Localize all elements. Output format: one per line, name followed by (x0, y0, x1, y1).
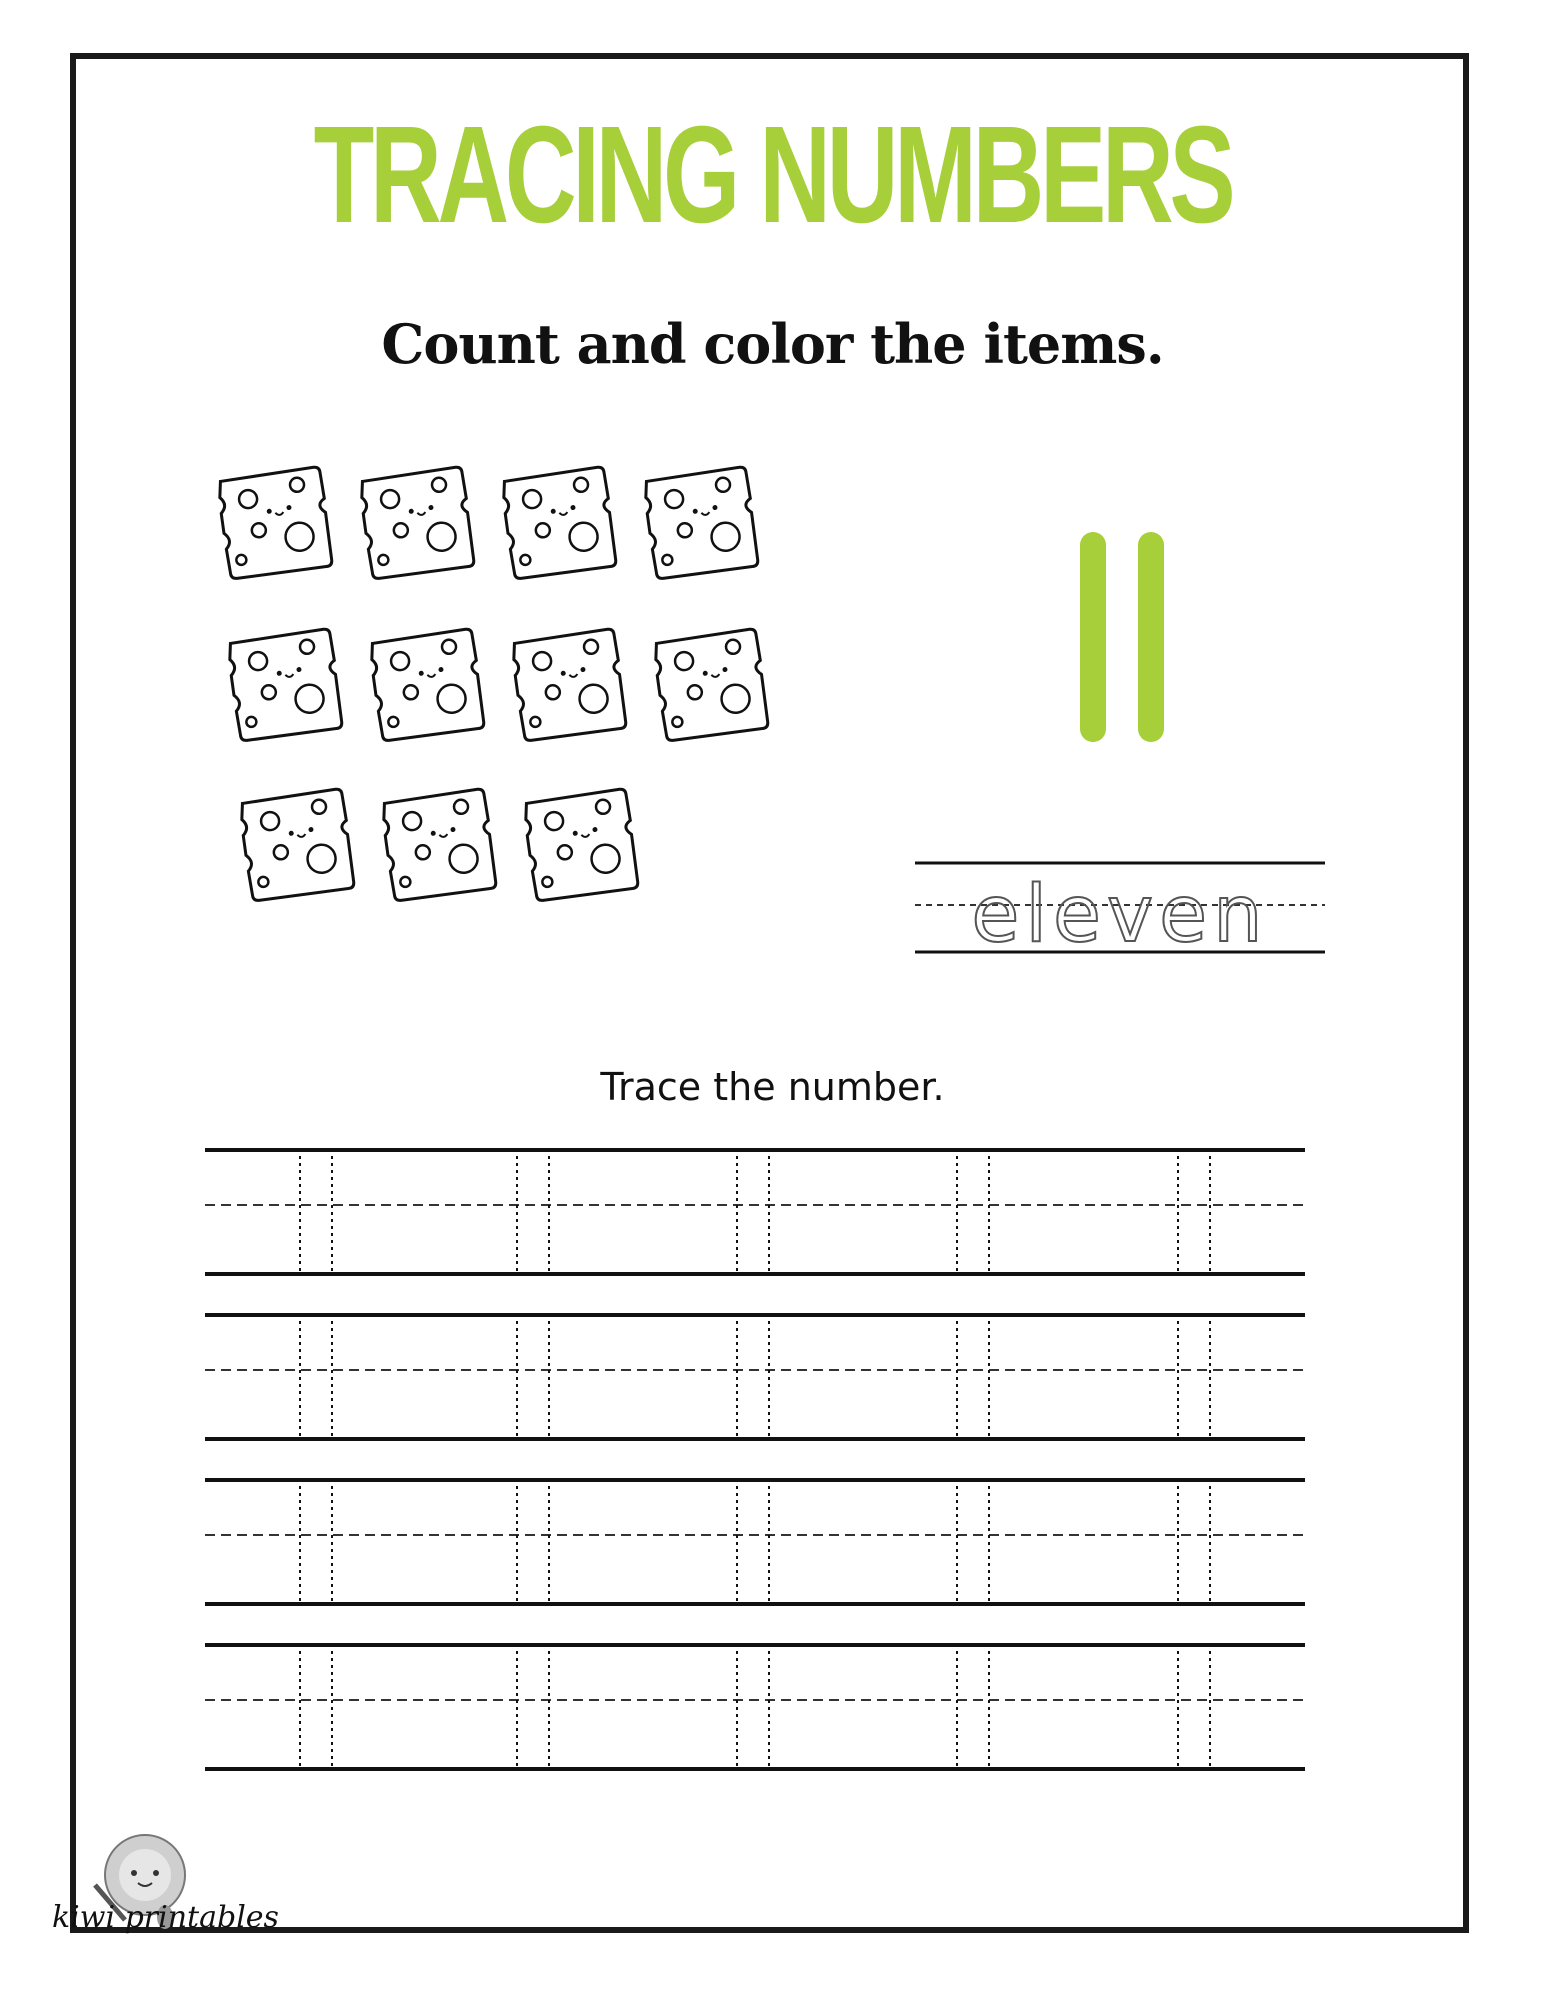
trace-number-eleven[interactable] (300, 1321, 332, 1437)
branding-text: kiwi printables (52, 1900, 279, 1935)
trace-number-eleven[interactable] (300, 1651, 332, 1767)
trace-number-eleven[interactable] (737, 1156, 769, 1272)
trace-number-eleven[interactable] (957, 1486, 989, 1602)
trace-number-eleven[interactable] (737, 1651, 769, 1767)
trace-number-eleven[interactable] (300, 1156, 332, 1272)
trace-number-eleven[interactable] (517, 1156, 549, 1272)
trace-number-eleven[interactable] (1178, 1651, 1210, 1767)
trace-number-eleven[interactable] (517, 1321, 549, 1437)
trace-number-eleven[interactable] (517, 1486, 549, 1602)
page-title: TRACING NUMBERS (313, 98, 1232, 252)
trace-number-eleven[interactable] (957, 1651, 989, 1767)
instruction-trace: Trace the number. (600, 1065, 945, 1109)
tracing-row[interactable] (205, 1315, 1305, 1439)
trace-number-eleven[interactable] (1178, 1321, 1210, 1437)
trace-number-eleven[interactable] (737, 1321, 769, 1437)
tracing-row[interactable] (205, 1480, 1305, 1604)
trace-number-eleven[interactable] (1178, 1156, 1210, 1272)
trace-number-eleven[interactable] (737, 1486, 769, 1602)
trace-number-eleven[interactable] (1178, 1486, 1210, 1602)
tracing-row[interactable] (205, 1645, 1305, 1769)
trace-number-eleven[interactable] (957, 1156, 989, 1272)
trace-number-eleven[interactable] (517, 1651, 549, 1767)
trace-number-eleven[interactable] (957, 1321, 989, 1437)
number-word-trace: eleven (971, 870, 1269, 960)
tracing-row[interactable] (205, 1150, 1305, 1274)
instruction-count-color: Count and color the items. (381, 312, 1164, 376)
trace-number-eleven[interactable] (300, 1486, 332, 1602)
